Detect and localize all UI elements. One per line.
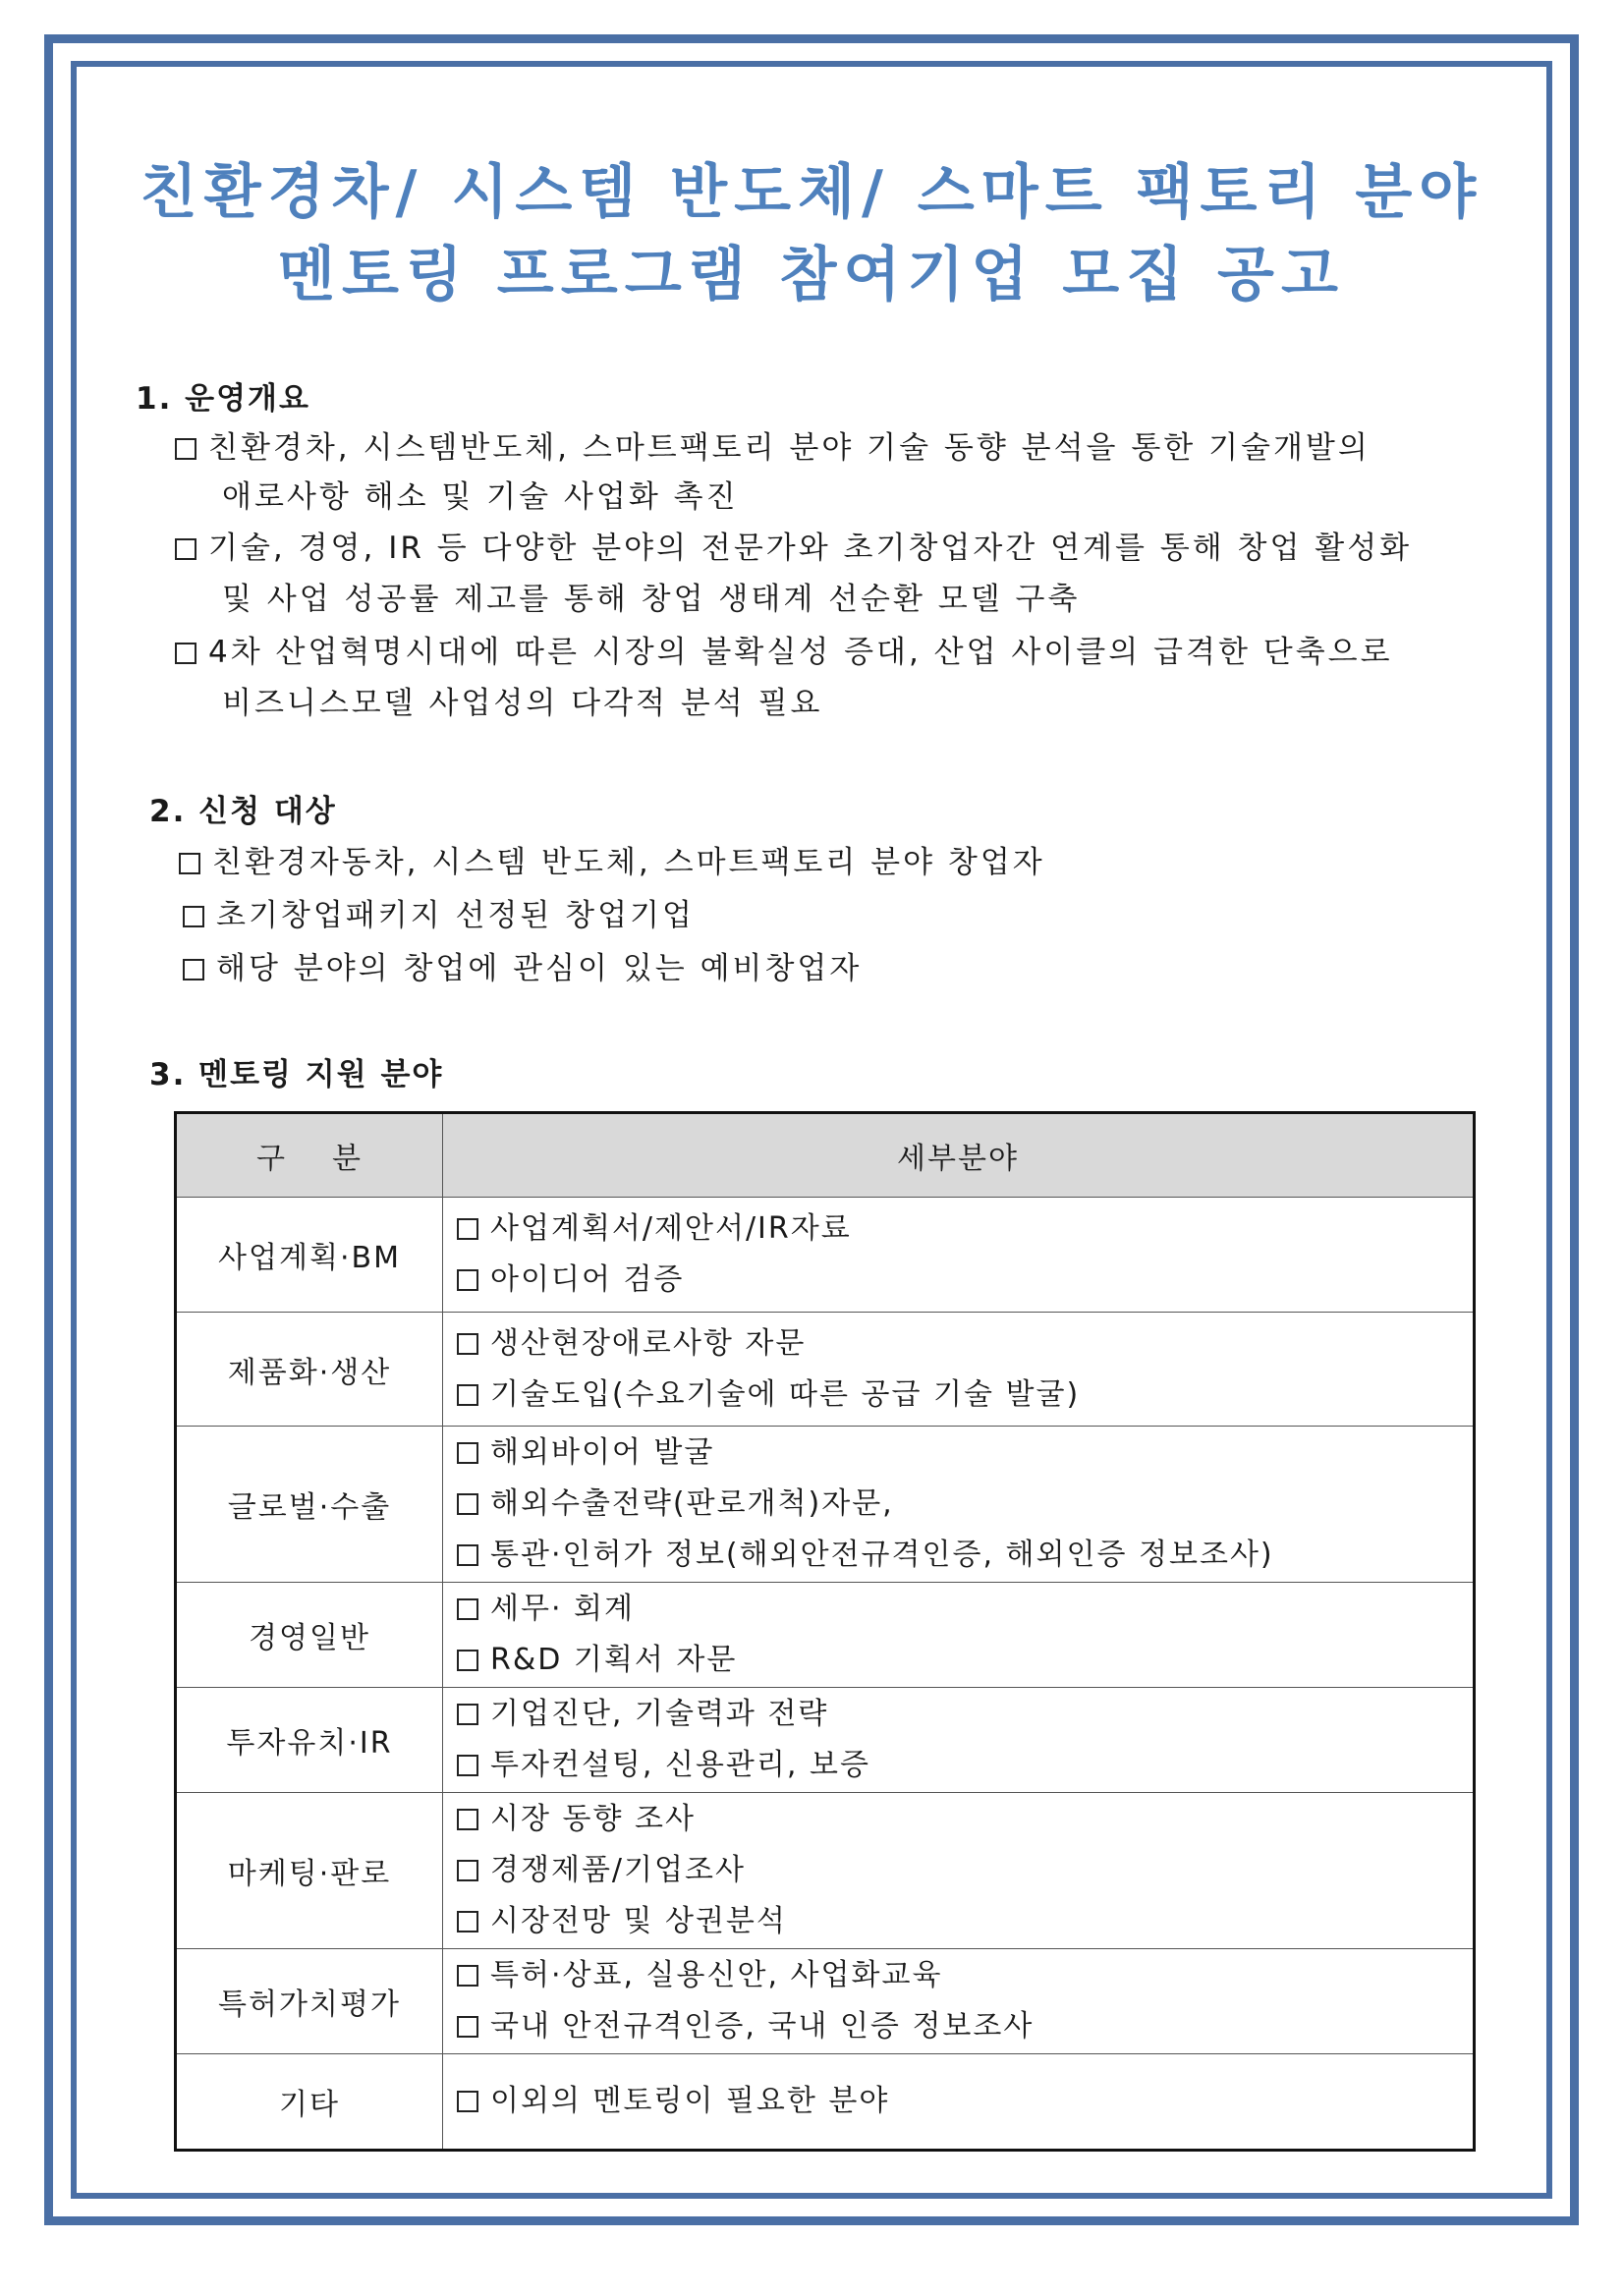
section-1-item-2-cont: 및 사업 성공률 제고를 통해 창업 생태계 선순환 모델 구축 — [222, 582, 1081, 617]
checkbox-icon — [457, 1598, 478, 1620]
row-category: 글로벌·수출 — [176, 1427, 443, 1583]
checkbox-icon — [457, 1544, 478, 1566]
checkbox-icon — [457, 1860, 478, 1881]
checkbox-icon — [175, 643, 196, 664]
checkbox-icon — [457, 1704, 478, 1725]
checkbox-icon — [457, 1493, 478, 1515]
row-category: 경영일반 — [176, 1583, 443, 1688]
table-row — [176, 1688, 1475, 1793]
detail-item: 이외의 멘토링이 필요한 분야 — [457, 2076, 1472, 2127]
checkbox-icon — [183, 959, 204, 980]
title-line-2: 멘토링 프로그램 참여기업 모집 공고 — [278, 241, 1345, 309]
detail-item: 시장 동향 조사 — [457, 1794, 1472, 1845]
row-category: 기타 — [176, 2054, 443, 2151]
detail-item: 아이디어 검증 — [457, 1255, 1472, 1306]
detail-item: 국내 안전규격인증, 국내 인증 정보조사 — [457, 2001, 1472, 2052]
checkbox-icon — [457, 1965, 478, 1987]
section-1-item-3: 4차 산업혁명시대에 따른 시장의 불확실성 증대, 산업 사이클의 급격한 단축으로 — [175, 627, 1393, 671]
checkbox-icon — [457, 1809, 478, 1830]
checkbox-icon — [457, 1650, 478, 1671]
table-row — [176, 2054, 1475, 2151]
table-row — [176, 1198, 1475, 1313]
checkbox-icon — [175, 438, 196, 460]
checkbox-icon — [457, 1218, 478, 1240]
detail-item: 해외바이어 발굴 — [457, 1428, 1472, 1479]
checkbox-icon — [183, 906, 204, 927]
table-row — [176, 1313, 1475, 1427]
detail-item: 세무· 회계 — [457, 1584, 1472, 1635]
checkbox-icon — [457, 1333, 478, 1355]
section-1-item-1: 친환경차, 시스템반도체, 스마트팩토리 분야 기술 동향 분석을 통한 기술개발의 — [175, 422, 1371, 467]
section-2-item-3: 해당 분야의 창업에 관심이 있는 예비창업자 — [183, 943, 862, 987]
row-details — [443, 1793, 1475, 1949]
table-header-row — [176, 1113, 1475, 1198]
row-details — [443, 1583, 1475, 1688]
detail-item: 사업계획서/제안서/IR자료 — [457, 1204, 1472, 1255]
checkbox-icon — [457, 1755, 478, 1776]
checkbox-icon — [457, 1911, 478, 1932]
row-category: 특허가치평가 — [176, 1949, 443, 2054]
checkbox-icon — [175, 538, 196, 560]
table-row — [176, 1949, 1475, 2054]
header-category: 구 분 — [176, 1113, 443, 1198]
title-line-1: 친환경차/ 시스템 반도체/ 스마트 팩토리 분야 — [140, 158, 1484, 227]
row-details — [443, 1688, 1475, 1793]
checkbox-icon — [457, 1442, 478, 1464]
detail-item: 특허·상표, 실용신안, 사업화교육 — [457, 1950, 1472, 2001]
detail-item: 해외수출전략(판로개척)자문, — [457, 1479, 1472, 1530]
row-details — [443, 2054, 1475, 2151]
section-2-heading: 2. 신청 대상 — [149, 794, 337, 829]
row-category: 투자유치·IR — [176, 1688, 443, 1793]
table-row — [176, 1793, 1475, 1949]
detail-item: R&D 기획서 자문 — [457, 1635, 1472, 1686]
row-category: 제품화·생산 — [176, 1313, 443, 1427]
detail-item: 경쟁제품/기업조사 — [457, 1845, 1472, 1896]
detail-item: 기술도입(수요기술에 따른 공급 기술 발굴) — [457, 1370, 1472, 1421]
detail-item: 시장전망 및 상권분석 — [457, 1896, 1472, 1947]
detail-item: 통관·인허가 정보(해외안전규격인증, 해외인증 정보조사) — [457, 1530, 1472, 1581]
table-row — [176, 1583, 1475, 1688]
checkbox-icon — [457, 2091, 478, 2112]
section-1-heading: 1. 운영개요 — [136, 381, 310, 417]
checkbox-icon — [179, 853, 200, 874]
checkbox-icon — [457, 1384, 478, 1406]
detail-item: 투자컨설팅, 신용관리, 보증 — [457, 1740, 1472, 1791]
checkbox-icon — [457, 2016, 478, 2038]
section-1-item-1-cont: 애로사항 해소 및 기술 사업화 촉진 — [222, 479, 739, 515]
detail-item: 기업진단, 기술력과 전략 — [457, 1689, 1472, 1740]
header-detail: 세부분야 — [443, 1113, 1475, 1198]
section-3-heading: 3. 멘토링 지원 분야 — [149, 1057, 444, 1092]
detail-item: 생산현장애로사항 자문 — [457, 1318, 1472, 1370]
section-2-item-2: 초기창업패키지 선정된 창업기업 — [183, 890, 695, 934]
section-1-item-3-cont: 비즈니스모델 사업성의 다각적 분석 필요 — [222, 686, 823, 721]
mentoring-fields-table — [174, 1111, 1476, 2152]
row-category: 사업계획·BM — [176, 1198, 443, 1313]
section-1-item-2: 기술, 경영, IR 등 다양한 분야의 전문가와 초기창업자간 연계를 통해 창업 활성화 — [175, 523, 1412, 567]
row-details — [443, 1949, 1475, 2054]
table-row — [176, 1427, 1475, 1583]
section-2-item-1: 친환경자동차, 시스템 반도체, 스마트팩토리 분야 창업자 — [179, 837, 1045, 881]
row-details — [443, 1427, 1475, 1583]
row-details — [443, 1198, 1475, 1313]
checkbox-icon — [457, 1269, 478, 1291]
row-details — [443, 1313, 1475, 1427]
row-category: 마케팅·판로 — [176, 1793, 443, 1949]
